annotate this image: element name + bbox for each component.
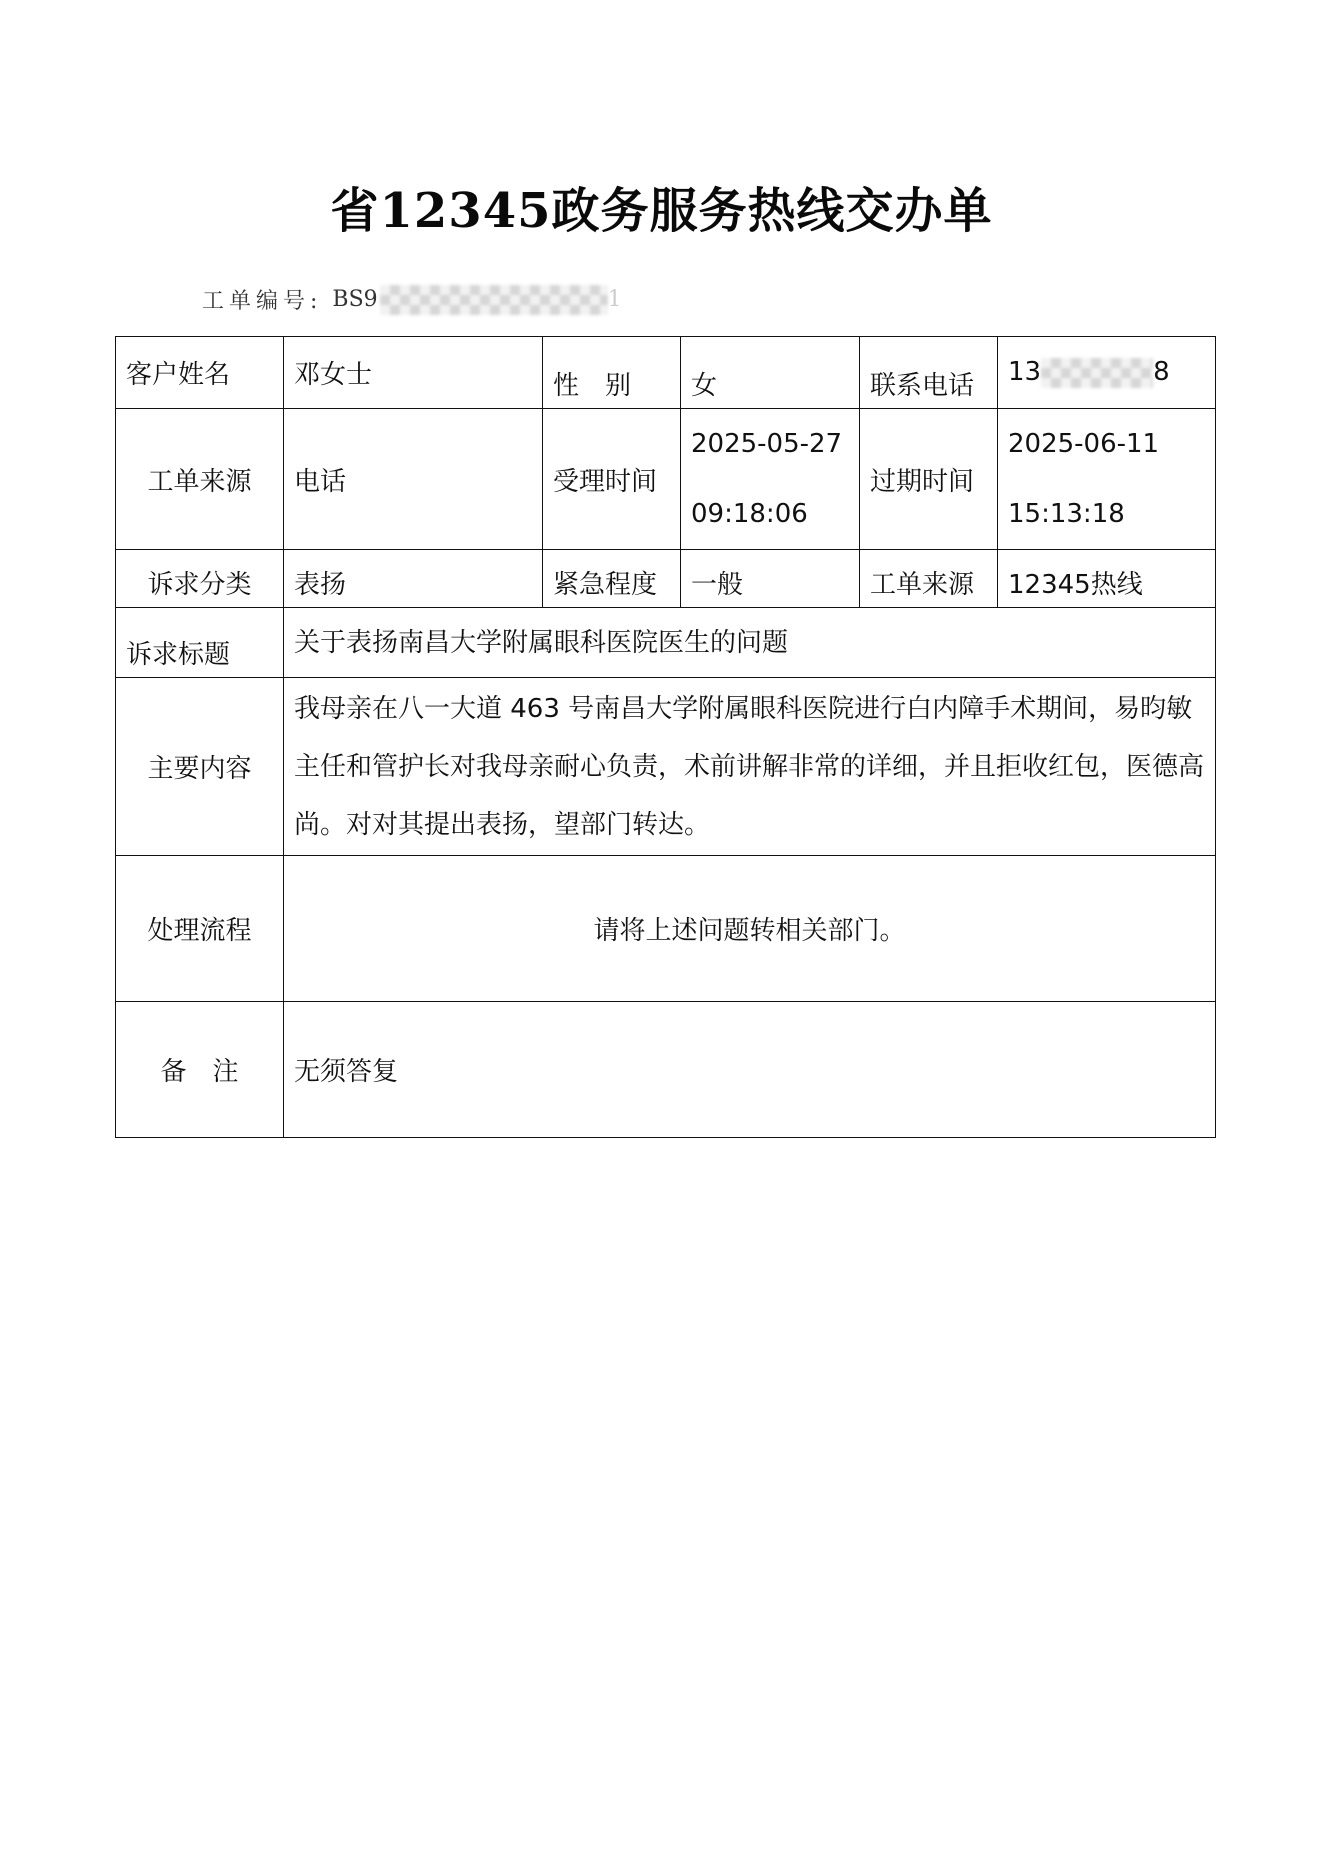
gender-label: 性 别 bbox=[543, 337, 681, 409]
urgency-value: 一般 bbox=[681, 550, 860, 608]
expire-time-label: 过期时间 bbox=[860, 409, 998, 550]
process-value: 请将上述问题转相关部门。 bbox=[284, 856, 1216, 1002]
work-order-table bbox=[115, 336, 1216, 1138]
order-number-line bbox=[202, 284, 622, 315]
source2-value: 12345热线 bbox=[998, 550, 1216, 608]
accept-clock: 09:18:06 bbox=[691, 499, 808, 529]
page-title: 省12345政务服务热线交办单 bbox=[330, 183, 993, 239]
phone-prefix: 13 bbox=[1008, 357, 1042, 388]
table-row bbox=[116, 608, 1216, 678]
source2-label: 工单来源 bbox=[860, 550, 998, 608]
urgency-label: 紧急程度 bbox=[543, 550, 681, 608]
subject-value: 关于表扬南昌大学附属眼科医院医生的问题 bbox=[284, 608, 1216, 678]
table-row bbox=[116, 678, 1216, 856]
customer-name-label: 客户姓名 bbox=[116, 337, 284, 409]
expire-clock: 15:13:18 bbox=[1008, 499, 1125, 529]
source-label: 工单来源 bbox=[116, 409, 284, 550]
phone-suffix: 8 bbox=[1153, 357, 1170, 388]
gender-value: 女 bbox=[681, 337, 860, 409]
table-row bbox=[116, 856, 1216, 1002]
order-number-label: 工单编号: bbox=[202, 289, 323, 314]
expire-time-value bbox=[998, 409, 1216, 550]
order-number-prefix: BS9 bbox=[332, 287, 378, 312]
process-label: 处理流程 bbox=[116, 856, 284, 1002]
order-number-redaction bbox=[380, 285, 608, 315]
expire-date: 2025-06-11 bbox=[1008, 429, 1160, 459]
customer-name-value: 邓女士 bbox=[284, 337, 543, 409]
category-label: 诉求分类 bbox=[116, 550, 284, 608]
source-value: 电话 bbox=[284, 409, 543, 550]
subject-label: 诉求标题 bbox=[116, 608, 284, 678]
remark-value: 无须答复 bbox=[284, 1002, 1216, 1138]
accept-date: 2025-05-27 bbox=[691, 429, 843, 459]
accept-time-value bbox=[681, 409, 860, 550]
order-number-suffix: 1 bbox=[607, 287, 622, 312]
phone-value bbox=[998, 337, 1216, 409]
table-row bbox=[116, 550, 1216, 608]
table-row bbox=[116, 409, 1216, 550]
category-value: 表扬 bbox=[284, 550, 543, 608]
content-value: 我母亲在八一大道 463 号南昌大学附属眼科医院进行白内障手术期间，易昀敏主任和管护长对我母亲耐心负责，术前讲解非常的详细，并且拒收红包，医德高尚。对对其提出表扬，望部门转达。 bbox=[284, 678, 1216, 856]
content-label: 主要内容 bbox=[116, 678, 284, 856]
table-row bbox=[116, 337, 1216, 409]
phone-redaction bbox=[1041, 358, 1153, 388]
phone-label: 联系电话 bbox=[860, 337, 998, 409]
table-row bbox=[116, 1002, 1216, 1138]
accept-time-label: 受理时间 bbox=[543, 409, 681, 550]
remark-label: 备 注 bbox=[116, 1002, 284, 1138]
